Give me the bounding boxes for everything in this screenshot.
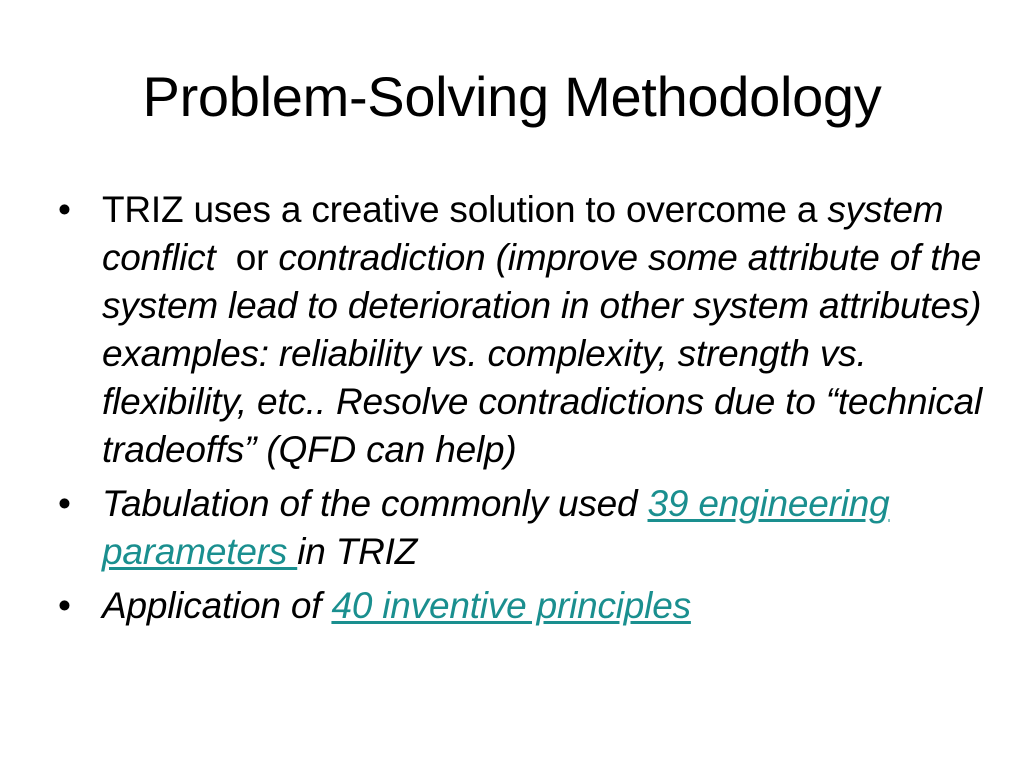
bullet-marker: • — [58, 483, 71, 524]
engineering-parameters-link[interactable]: 39 engineering parameters — [102, 483, 890, 572]
bullet-text-tail: in TRIZ — [297, 531, 418, 572]
system-conflict-text: system conflict — [102, 189, 944, 278]
bullet-marker: • — [58, 585, 71, 626]
contradiction-detail-text: contradiction (improve some attribute of the system lead to deterioration in other system attributes) examples: reliability vs. complexity, strength vs. flexibility, etc.. Resolve contradictions due to “technical tradeoffs” (QFD can help) — [102, 237, 983, 470]
inventive-principles-link[interactable]: 40 inventive principles — [331, 585, 691, 626]
bullet-list — [58, 186, 1008, 630]
bullet-marker: • — [58, 189, 71, 230]
bullet-item-triz — [58, 186, 1008, 474]
bullet-text: TRIZ uses a creative solution to overcome a — [102, 189, 828, 230]
bullet-text: Application of — [102, 585, 332, 626]
slide-title: Problem-Solving Methodology — [142, 65, 882, 128]
bullet-text: Tabulation of the commonly used — [102, 483, 648, 524]
or-text: or — [215, 237, 279, 278]
bullet-item-principles — [58, 582, 1008, 630]
bullet-item-parameters — [58, 480, 1008, 576]
